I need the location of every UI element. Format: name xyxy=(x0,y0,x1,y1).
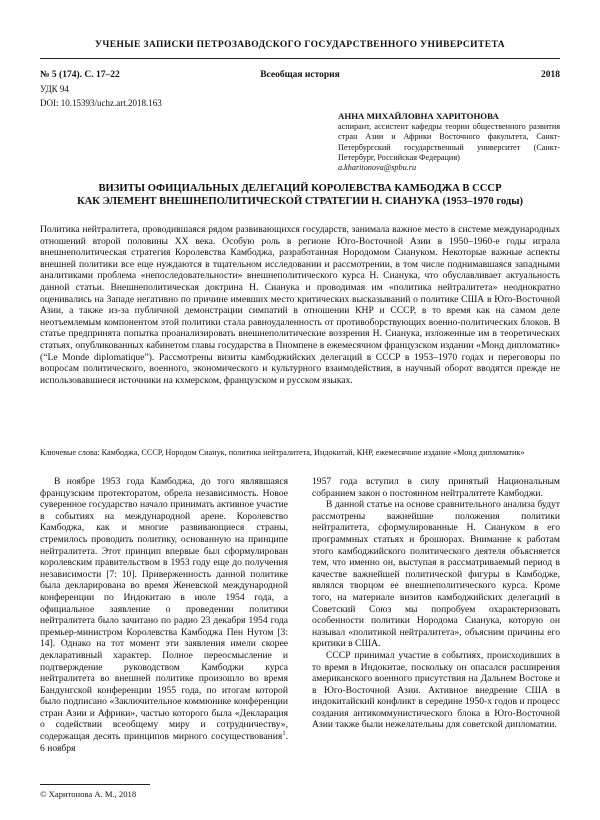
author-name: АННА МИХАЙЛОВНА ХАРИТОНОВА xyxy=(338,111,499,121)
journal-title: УЧЕНЫЕ ЗАПИСКИ ПЕТРОЗАВОДСКОГО ГОСУДАРСТВЕННОГО УНИВЕРСИТЕТА xyxy=(95,40,505,50)
body-paragraph xyxy=(40,476,288,754)
paragraph-tail: . 6 ноября xyxy=(40,731,288,754)
title-line-1: ВИЗИТЫ ОФИЦИАЛЬНЫХ ДЕЛЕГАЦИЙ КОРОЛЕВСТВА КАМБОДЖА В СССР xyxy=(98,183,502,194)
issue-number: № 5 (174). С. 17–22 xyxy=(40,70,120,80)
udk-code: УДК 94 xyxy=(40,84,69,94)
body-paragraph-continued: 1957 года вступил в силу принятый Национальным собранием закон о постоянном нейтралитете Камбоджи. xyxy=(312,476,560,499)
article-title xyxy=(40,182,560,208)
footnote-marker[interactable]: 1 xyxy=(282,729,286,737)
section-name: Всеобщая история xyxy=(260,70,340,80)
keywords: Ключевые слова: Камбоджа, СССР, Нородом Сианук, политика нейтралитета, Индокитай, КНР, ежемесячное издание «Монд дипломатик» xyxy=(40,448,525,457)
body-paragraph: В данной статье на основе сравнительного анализа будут рассмотрены важнейшие положения политики нейтралитета, сформулированные Н. Сиануком в его программных статьях и брошюрах. Внимание к работам этого камбоджийского политического деятеля объясняется тем, что именно он, выступая в рассматриваемый период в качестве важнейшей политической фигуры в Камбодже, являлся творцом ее внешнеполитического курса. Кроме того, на материале визитов камбоджийских делегаций в Советский Союз мы попробуем охарактеризовать особенности политики Нородома Сианука, которую он называл «политикой нейтралитета», объясним причины его критики в США. xyxy=(312,499,560,650)
title-line-2: КАК ЭЛЕМЕНТ ВНЕШНЕПОЛИТИЧЕСКОЙ СТРАТЕГИИ Н. СИАНУКА (1953–1970 годы) xyxy=(76,196,524,207)
paragraph-text: В ноябре 1953 года Камбоджа, до того являвшаяся французским протекторатом, обрела независимость. Новое суверенное государство начало принимать активное участие в событиях на международной арене. Королевство Камбоджа, как и многие развивающиеся страны, стремилось проводить политику, основанную на принципе нейтралитета. Этот принцип впервые был сформулирован королевским правительством в 1953 году еще до получения независимости [7: 10]. Приверженность данной политике была декларирована во время Женевской международной конференции по Индокитаю в июле 1954 года, а официальное заявление о проведении политики нейтралитета было зачитано по радио 23 декабря 1954 года премьер-министром Королевства Камбоджа Пен Нутом [3: 14]. Однако на тот момент эти заявления имели скорее декларативный характер. Полное переосмысление и подтверждение руководством Камбоджи курса нейтралитета во внешней политике произошло во время Бандунгской конференции 1955 года, по итогам которой было подписано «Заключительное коммюнике конференции стран Азии и Африки», частью которого была «Декларация о содействии всеобщему миру и сотрудничеству», содержащая десять принципов мирного сосуществования xyxy=(40,476,288,743)
header-rule xyxy=(40,58,560,59)
body-column-left xyxy=(40,476,288,754)
author-block xyxy=(338,111,560,173)
body-paragraph: СССР принимал участие в событиях, происходивших в то время в Индокитае, поскольку он опасался расширения американского военного присутствия на Дальнем Востоке и в Юго-Восточной Азии. Активное внедрение США в индокитайский конфликт в середине 1950-х годов и процесс создания антикоммунистического блока в Юго-Восточной Азии также были нежелательны для советской дипломатии. xyxy=(312,649,560,731)
abstract: Политика нейтралитета, проводившаяся рядом развивающихся государств, занимала важное место в системе международных отношений второй половины XX века. Особую роль в регионе Юго-Восточной Азии в 1950–1960-е годы играла внешнеполитическая стратегия Королевства Камбоджа, разработанная Нородомом Сиануком. Некоторые важные аспекты внешней политики все еще нуждаются в тщательном исследовании и рассмотрении, в том числе поднимавшаяся западными аналитиками проблема «непоследовательности» внешнеполитического курса Н. Сианука, что обуславливает актуальность данной статьи. Внешнеполитическая доктрина Н. Сианука и проводимая им «политика нейтралитета» неоднократно оценивались на Западе негативно по причине имевших место критических высказываний о политике США в Юго-Восточной Азии, а также из-за публичной демонстрации симпатий в отношении КНР и СССР, в то время как на самом деле неотъемлемым компонентом этой политики стала равноудаленность от противоборствующих военно-политических блоков. В статье предпринята попытка проанализировать внешнеполитические воззрения Н. Сианука, изложенные им в теоретических статьях, опубликованных кабинетом главы государства в Пномпене в ежемесячном французском издании «Монд дипломатик» (“Le Monde diplomatique”). Рассмотрены визиты камбоджийских делегаций в СССР в 1953–1970 годах и переговоры по вопросам политического, военного, экономического и культурного взаимодействия, в научный оборот вводятся прежде не использовавшиеся источники на кхмерском, французском и русском языках. xyxy=(40,224,560,386)
footnote-rule xyxy=(40,784,150,785)
doi-identifier: DOI: 10.15393/uchz.art.2018.163 xyxy=(40,98,162,108)
body-column-right xyxy=(312,476,560,731)
copyright: © Харитонова А. М., 2018 xyxy=(40,789,137,799)
issue-meta-row xyxy=(40,70,560,84)
author-affiliation: аспирант, ассистент кафедры теории общественного развития стран Азии и Африки Восточного факультета, Санкт-Петербургский государственный университет (Санкт-Петербург, Российская Федерация) xyxy=(338,122,560,162)
author-email[interactable]: a.kharitonova@spbu.ru xyxy=(338,163,417,173)
issue-year: 2018 xyxy=(541,70,560,80)
